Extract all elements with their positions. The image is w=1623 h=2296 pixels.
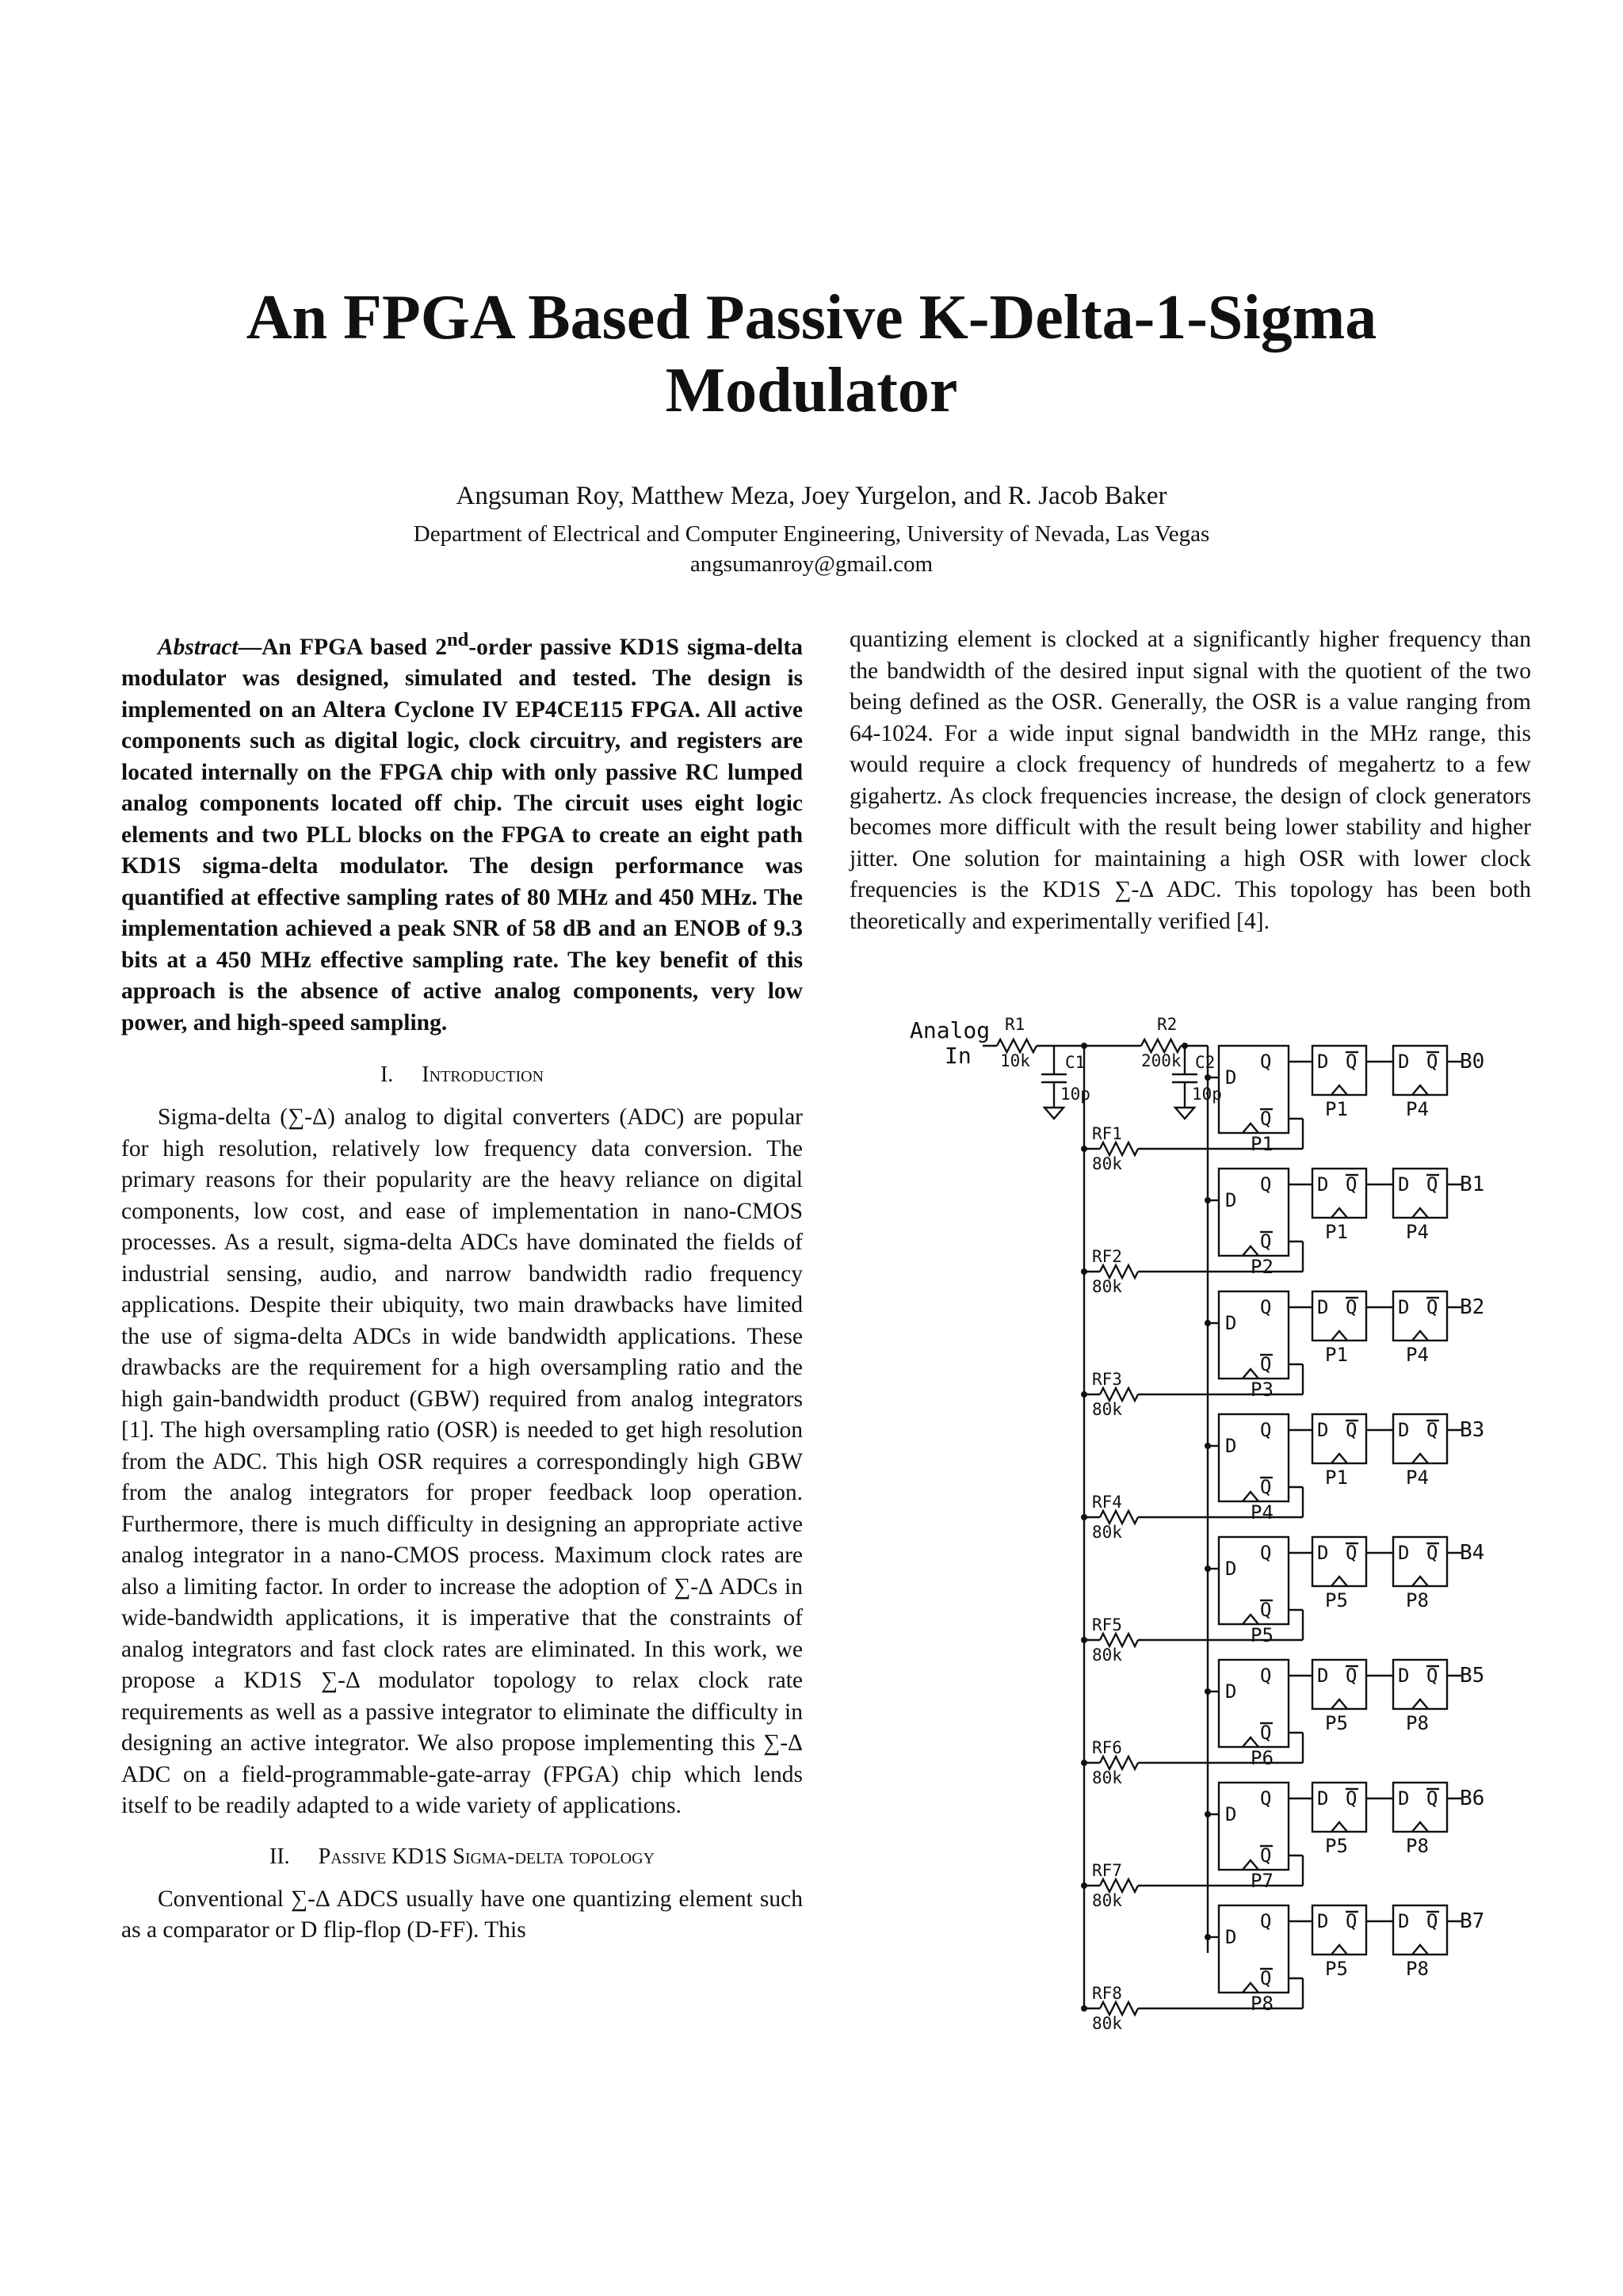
pipeline-clock-label: P1 <box>1325 1098 1348 1120</box>
pin-d-label: D <box>1317 1296 1329 1318</box>
main-d-flip-flop <box>1219 1169 1289 1256</box>
pin-qbar-label: Q <box>1260 1230 1272 1253</box>
rf-name: RF3 <box>1092 1370 1122 1389</box>
clock-triangle <box>1331 1822 1347 1832</box>
pin-qbar-label: Q <box>1426 1419 1438 1441</box>
c2-ground-symbol <box>1175 1108 1194 1119</box>
pin-d-label: D <box>1317 1665 1329 1687</box>
rf-value: 80k <box>1092 1400 1122 1419</box>
rf-name: RF4 <box>1092 1493 1122 1512</box>
stage-clock-label: P7 <box>1251 1870 1274 1892</box>
rf-value: 80k <box>1092 1277 1122 1296</box>
junction-dot <box>1081 2005 1087 2012</box>
output-bit-label: B1 <box>1460 1173 1485 1196</box>
pin-d-label: D <box>1317 1787 1329 1810</box>
pin-qbar-label: Q <box>1426 1296 1438 1318</box>
paper-title <box>0 281 1623 427</box>
clock-triangle <box>1412 1331 1428 1341</box>
pipeline-clock-label: P4 <box>1406 1221 1429 1243</box>
kd1s-schematic-figure <box>903 1014 1522 2032</box>
output-bit-label: B3 <box>1460 1418 1485 1442</box>
pin-qbar-label: Q <box>1426 1910 1438 1932</box>
c1-ground-symbol <box>1044 1108 1064 1119</box>
introduction-paragraph: Sigma-delta (∑-Δ) analog to digital converters (ADC) are popular for high resolution, relatively low frequency data conversion. The primary reasons for their popularity are the heavy reliance on digital components, low cost, and ease of implementation in nano-CMOS processes. As a result, sigma-delta ADCs have dominated the fields of industrial sensing, audio, and narrow bandwidth radio frequency applications. Despite their ubiquity, two main drawbacks have limited the use of sigma-delta ADCs in wide bandwidth applications. These drawbacks are the requirement for a high oversampling ratio and the high gain-bandwidth product (GBW) required from analog integrators [1]. The high oversampling ratio (OSR) is needed to get high resolution from the ADC. This high OSR requires a correspondingly high GBW from the analog integrators for proper feedback loop operation. Furthermore, there is much difficulty in designing an appropriate active analog integrator in a nano-CMOS process. Maximum clock rates are also a limiting factor. In order to increase the adoption of ∑-Δ ADCs in wide-bandwidth applications, it is imperative that the constraints of analog integrators and fast clock rates are eliminated. In this work, we propose a KD1S ∑-Δ modulator topology to relax clock rate requirements as well as a passive integrator to eliminate the difficulty in designing an active integrator. We also propose implementing this ∑-Δ ADC on a field-programmable-gate-array (FPGA) chip which lends itself to be readily adapted to a wide variety of applications. <box>121 1104 803 1819</box>
feedback-resistor <box>1100 1142 1138 1155</box>
rf-name: RF8 <box>1092 1984 1122 2003</box>
junction-dot <box>1205 1811 1211 1817</box>
rf-value: 80k <box>1092 1646 1122 1665</box>
pin-d-label: D <box>1317 1173 1329 1196</box>
left-column <box>121 624 803 1947</box>
stage-clock-label: P3 <box>1251 1379 1274 1401</box>
pin-q-label: Q <box>1260 1419 1272 1441</box>
junction-dot <box>1205 1197 1211 1203</box>
stage-clock-label: P8 <box>1251 1993 1274 2015</box>
clock-triangle <box>1243 1860 1258 1870</box>
clock-triangle <box>1243 1983 1258 1993</box>
main-d-flip-flop <box>1219 1660 1289 1747</box>
clock-triangle <box>1331 1085 1347 1095</box>
junction-dot <box>1205 1688 1211 1695</box>
affiliation: Department of Electrical and Computer Engineering, University of Nevada, Las Vegas <box>413 521 1210 547</box>
pin-d-label: D <box>1225 1312 1237 1334</box>
resistor-r2 <box>1141 1039 1181 1052</box>
feedback-resistor <box>1100 1756 1138 1769</box>
r1-name: R1 <box>1005 1015 1025 1034</box>
c2-name: C2 <box>1195 1053 1216 1072</box>
clock-triangle <box>1412 1454 1428 1463</box>
clock-triangle <box>1412 1945 1428 1955</box>
clock-triangle <box>1412 1085 1428 1095</box>
pin-d-label: D <box>1225 1435 1237 1457</box>
output-bit-label: B4 <box>1460 1541 1485 1565</box>
section-2-title: Passive KD1S Sigma-delta topology <box>318 1844 655 1869</box>
section-2-number: II. <box>269 1844 290 1869</box>
r1-value: 10k <box>1000 1051 1030 1070</box>
title-line-1: An FPGA Based Passive K-Delta-1-Sigma <box>246 283 1377 353</box>
abstract-text-a: An FPGA based 2 <box>262 634 447 660</box>
abstract-dash: — <box>238 634 262 660</box>
section-heading-introduction <box>121 1059 803 1091</box>
pin-qbar-label: Q <box>1426 1665 1438 1687</box>
pin-qbar-label: Q <box>1346 1173 1358 1196</box>
pin-d-label: D <box>1317 1910 1329 1932</box>
rf-name: RF5 <box>1092 1615 1122 1634</box>
clock-triangle <box>1331 1945 1347 1955</box>
stage-clock-label: P6 <box>1251 1747 1274 1769</box>
output-bit-label: B0 <box>1460 1050 1485 1074</box>
pin-d-label: D <box>1317 1419 1329 1441</box>
junction-dot <box>1081 1760 1087 1766</box>
pin-d-label: D <box>1398 1910 1410 1932</box>
pin-q-label: Q <box>1260 1910 1272 1932</box>
pin-d-label: D <box>1398 1787 1410 1810</box>
main-d-flip-flop <box>1219 1414 1289 1501</box>
pin-qbar-label: Q <box>1260 1108 1272 1130</box>
pin-qbar-label: Q <box>1426 1173 1438 1196</box>
pin-q-label: Q <box>1260 1787 1272 1810</box>
author-email[interactable]: angsumanroy@gmail.com <box>689 551 934 577</box>
pin-d-label: D <box>1398 1296 1410 1318</box>
clock-triangle <box>1412 1822 1428 1832</box>
feedback-resistor <box>1100 1265 1138 1278</box>
rf-name: RF6 <box>1092 1738 1122 1757</box>
pin-q-label: Q <box>1260 1173 1272 1196</box>
pin-qbar-label: Q <box>1260 1599 1272 1621</box>
junction-dot <box>1205 1934 1211 1940</box>
pin-d-label: D <box>1398 1665 1410 1687</box>
rf-value: 80k <box>1092 1768 1122 1787</box>
junction-dot <box>1081 1146 1087 1152</box>
pin-qbar-label: Q <box>1426 1787 1438 1810</box>
rf-name: RF2 <box>1092 1247 1122 1266</box>
pin-qbar-label: Q <box>1346 1419 1358 1441</box>
pin-q-label: Q <box>1260 1051 1272 1073</box>
pipeline-clock-label: P5 <box>1325 1712 1348 1734</box>
feedback-resistor <box>1100 1388 1138 1401</box>
junction-dot <box>1205 1074 1211 1081</box>
pin-d-label: D <box>1225 1189 1237 1211</box>
c1-name: C1 <box>1065 1053 1086 1072</box>
pipeline-clock-label: P4 <box>1406 1466 1429 1489</box>
pin-qbar-label: Q <box>1346 1296 1358 1318</box>
pin-d-label: D <box>1398 1051 1410 1073</box>
pin-d-label: D <box>1317 1542 1329 1564</box>
section-1-number: I. <box>380 1062 394 1088</box>
title-line-2: Modulator <box>665 356 958 425</box>
pin-qbar-label: Q <box>1346 1542 1358 1564</box>
r2-name: R2 <box>1157 1015 1178 1034</box>
junction-dot <box>1081 1637 1087 1643</box>
clock-triangle <box>1243 1615 1258 1624</box>
feedback-resistor <box>1100 2002 1138 2015</box>
clock-triangle <box>1412 1699 1428 1709</box>
rf-name: RF1 <box>1092 1124 1122 1143</box>
clock-triangle <box>1243 1123 1258 1133</box>
pipeline-clock-label: P5 <box>1325 1958 1348 1980</box>
pipeline-clock-label: P8 <box>1406 1589 1429 1611</box>
pin-q-label: Q <box>1260 1296 1272 1318</box>
clock-triangle <box>1243 1737 1258 1747</box>
main-d-flip-flop <box>1219 1783 1289 1870</box>
junction-dot <box>1081 1514 1087 1520</box>
main-d-flip-flop <box>1219 1537 1289 1624</box>
pin-qbar-label: Q <box>1260 1353 1272 1375</box>
pin-d-label: D <box>1225 1558 1237 1580</box>
pin-qbar-label: Q <box>1260 1844 1272 1867</box>
main-d-flip-flop <box>1219 1291 1289 1379</box>
clock-triangle <box>1331 1208 1347 1218</box>
rf-value: 80k <box>1092 2014 1122 2032</box>
topology-paragraph-continued: quantizing element is clocked at a significantly higher frequency than the bandwidth of the desired input signal with the quotient of the two being defined as the OSR. Generally, the OSR is a value ranging from 64-1024. For a wide input signal bandwidth in the MHz range, this would require a clock frequency of hundreds of megahertz to a few gigahertz. As clock frequencies increase, the design of clock generators becomes more difficult with the result being lower stability and higher jitter. One solution for maintaining a high OSR with lower clock frequencies is the KD1S ∑-Δ ADC. This topology has been both theoretically and experimentally verified [4]. <box>850 627 1531 934</box>
rf-name: RF7 <box>1092 1861 1122 1880</box>
junction-dot <box>1081 1882 1087 1889</box>
output-bit-label: B6 <box>1460 1787 1485 1810</box>
main-d-flip-flop <box>1219 1046 1289 1133</box>
feedback-resistor <box>1100 1511 1138 1524</box>
pin-d-label: D <box>1225 1803 1237 1825</box>
main-d-flip-flop <box>1219 1905 1289 1993</box>
abstract-text-b: -order passive KD1S sigma-delta modulator was designed, simulated and tested. The design is implemented on an Altera Cyclone IV EP4CE115 FPGA. All active components such as digital logic, clock circuitry, and registers are located internally on the FPGA chip with only passive RC lumped analog components located off chip. The circuit uses eight logic elements and two PLL blocks on the FPGA to create an eight path KD1S sigma-delta modulator. The design performance was quantified at effective sampling rates of 80 MHz and 450 MHz. The implementation achieved a peak SNR of 58 dB and an ENOB of 9.3 bits at a 450 MHz effective sampling rate. The key benefit of this approach is the absence of active analog components, very low power, and high-speed sampling. <box>121 634 803 1035</box>
pin-d-label: D <box>1317 1051 1329 1073</box>
pin-d-label: D <box>1398 1542 1410 1564</box>
junction-dot <box>1081 1391 1087 1398</box>
pipeline-clock-label: P4 <box>1406 1098 1429 1120</box>
clock-triangle <box>1412 1577 1428 1586</box>
c1-value: 10p <box>1060 1085 1090 1104</box>
stage-clock-label: P4 <box>1251 1501 1274 1524</box>
right-column <box>850 624 1531 937</box>
stage-clock-label: P1 <box>1251 1133 1274 1155</box>
abstract-superscript: nd <box>446 629 469 650</box>
pin-qbar-label: Q <box>1260 1476 1272 1498</box>
pipeline-clock-label: P5 <box>1325 1589 1348 1611</box>
clock-triangle <box>1331 1331 1347 1341</box>
clock-triangle <box>1243 1246 1258 1256</box>
section-1-title: Introduction <box>422 1062 544 1088</box>
junction-dot <box>1205 1566 1211 1572</box>
pin-d-label: D <box>1398 1173 1410 1196</box>
input-label-analog: Analog <box>910 1017 991 1043</box>
stage-clock-label: P5 <box>1251 1624 1274 1646</box>
topology-paragraph-start: Conventional ∑-Δ ADCS usually have one quantizing element such as a comparator or D flip-flop (D-FF). This <box>121 1886 803 1943</box>
pipeline-clock-label: P1 <box>1325 1221 1348 1243</box>
pin-d-label: D <box>1225 1926 1237 1948</box>
clock-triangle <box>1412 1208 1428 1218</box>
abstract <box>121 624 803 1039</box>
stage-clock-label: P2 <box>1251 1256 1274 1278</box>
pin-d-label: D <box>1398 1419 1410 1441</box>
pipeline-clock-label: P5 <box>1325 1835 1348 1857</box>
pipeline-clock-label: P1 <box>1325 1466 1348 1489</box>
output-bit-label: B7 <box>1460 1909 1485 1933</box>
feedback-resistor <box>1100 1634 1138 1646</box>
clock-triangle <box>1331 1577 1347 1586</box>
rf-value: 80k <box>1092 1523 1122 1542</box>
pin-qbar-label: Q <box>1426 1051 1438 1073</box>
r2-value: 200k <box>1141 1051 1182 1070</box>
author-list: Angsuman Roy, Matthew Meza, Joey Yurgelon, and R. Jacob Baker <box>456 482 1167 510</box>
pin-qbar-label: Q <box>1426 1542 1438 1564</box>
junction-dot <box>1081 1268 1087 1275</box>
section-heading-topology <box>121 1841 803 1873</box>
pipeline-clock-label: P8 <box>1406 1712 1429 1734</box>
c2-value: 10p <box>1192 1085 1222 1104</box>
clock-triangle <box>1243 1492 1258 1501</box>
clock-triangle <box>1331 1699 1347 1709</box>
junction-dot <box>1205 1443 1211 1449</box>
clock-triangle <box>1331 1454 1347 1463</box>
pipeline-clock-label: P1 <box>1325 1344 1348 1366</box>
pipeline-clock-label: P8 <box>1406 1835 1429 1857</box>
pin-q-label: Q <box>1260 1665 1272 1687</box>
resistor-r1 <box>997 1039 1037 1052</box>
junction-dot <box>1205 1320 1211 1326</box>
clock-triangle <box>1243 1369 1258 1379</box>
pin-qbar-label: Q <box>1260 1722 1272 1744</box>
abstract-label: Abstract <box>158 634 239 660</box>
feedback-resistor <box>1100 1879 1138 1892</box>
pipeline-clock-label: P8 <box>1406 1958 1429 1980</box>
rf-value: 80k <box>1092 1891 1122 1910</box>
pin-d-label: D <box>1225 1066 1237 1089</box>
pipeline-clock-label: P4 <box>1406 1344 1429 1366</box>
pin-qbar-label: Q <box>1260 1967 1272 1989</box>
rf-value: 80k <box>1092 1154 1122 1173</box>
pin-qbar-label: Q <box>1346 1665 1358 1687</box>
pin-d-label: D <box>1225 1680 1237 1703</box>
pin-q-label: Q <box>1260 1542 1272 1564</box>
pin-qbar-label: Q <box>1346 1910 1358 1932</box>
input-label-in: In <box>945 1043 972 1069</box>
pin-qbar-label: Q <box>1346 1787 1358 1810</box>
output-bit-label: B5 <box>1460 1664 1485 1688</box>
output-bit-label: B2 <box>1460 1295 1485 1319</box>
pin-qbar-label: Q <box>1346 1051 1358 1073</box>
